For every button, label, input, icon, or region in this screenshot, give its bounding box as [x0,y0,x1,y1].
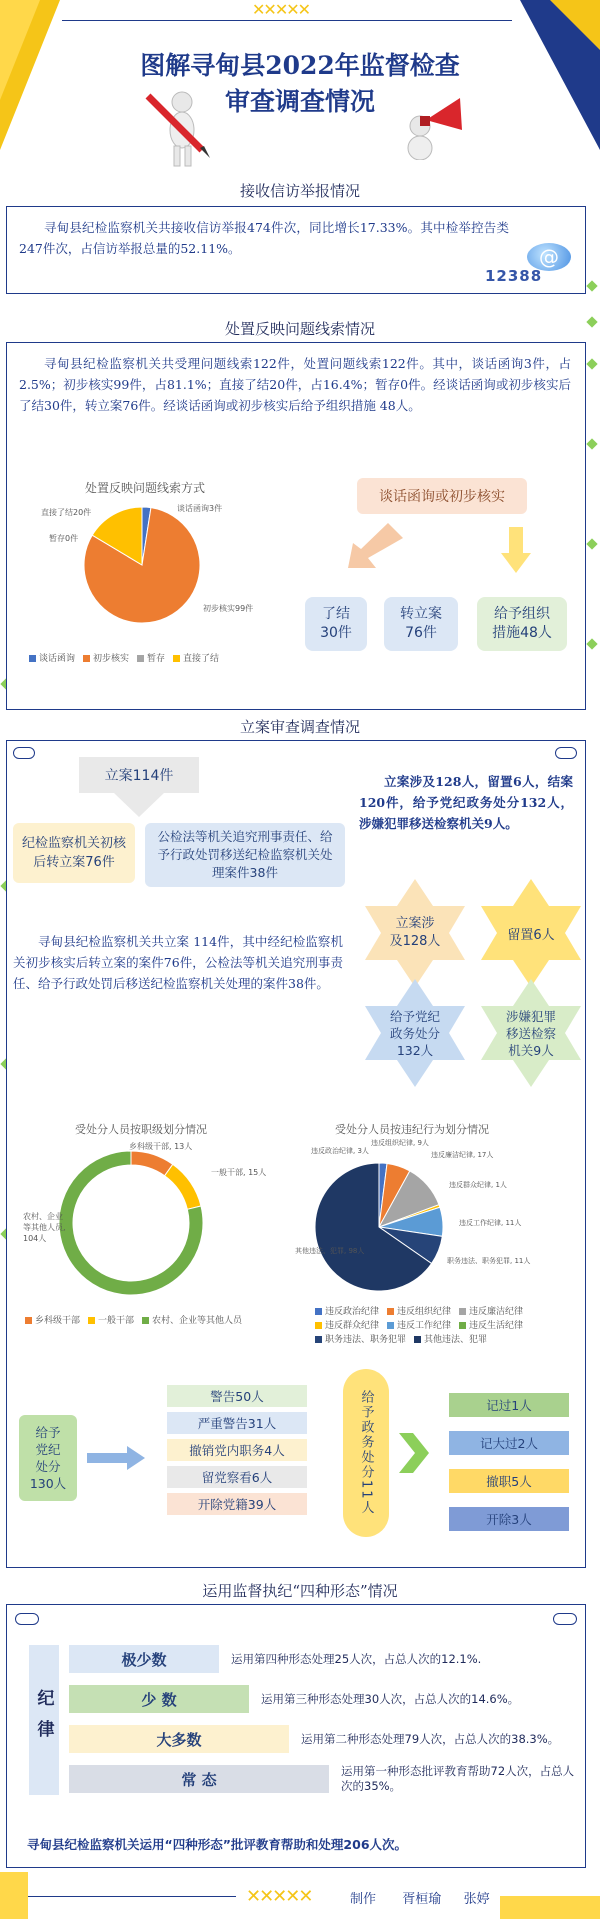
party-item: 撤销党内职务4人 [167,1439,307,1461]
section2-text: 寻甸县纪检监察机关共受理问题线索122件，处置问题线索122件。其中，谈话函询3件，占2.5%；初步核实99件，占81.1%；直接了结20件，占16.4%；暂存0件。经谈话函询或初步核实后了结30件，转立案76件。经谈话函询或初步核实后给予组织措施 48人。 [19,356,571,413]
diamond-deco [586,538,597,549]
pie-label-2: 暂存0件 [49,534,79,543]
hotline-number: 12388 [485,267,543,285]
pie2-chart [291,1135,581,1305]
section1-title: 接收信访举报情况 [239,182,360,200]
legend-label: 违反生活纪律 [469,1321,524,1331]
star-cases [361,879,469,987]
legend-swatch [315,1336,322,1343]
legend-swatch [137,655,144,662]
legend-item [307,1319,379,1333]
form-label: 少 数 [69,1685,249,1713]
pie-label-1: 一般干部, 15人 [211,1168,267,1177]
page-title-line2: 审查调查情况 [224,87,375,116]
forms-list [69,1643,579,1803]
legend-item [21,651,75,664]
form-desc: 运用第二种形态处理79人次，占总人次的38.3%。 [301,1731,560,1746]
star-prosecution-label: 涉嫌犯罪 移送检察 机关9人 [505,1008,556,1058]
star-detention [477,879,585,987]
legend-swatch [142,1317,149,1324]
pie-label-1: 违反组织纪律, 9人 [371,1139,429,1147]
pie1-title: 处置反映问题线索方式 [85,481,206,495]
legend-swatch [25,1317,32,1324]
footer-credits [350,1888,490,1907]
legend-item [379,1305,451,1319]
diamond-deco [586,638,597,649]
section4-corner-deco [553,1613,577,1625]
form-desc: 运用第四种形态处理25人次，占总人次的12.1%. [231,1651,482,1666]
legend-swatch [88,1317,95,1324]
donut-legend [17,1313,307,1326]
section3-text-right: 立案涉及128人，留置6人，结案120件，给予党纪政务处分132人，涉嫌犯罪移送检察机关9人。 [359,774,573,831]
legend-label: 违反工作纪律 [397,1321,452,1331]
section1-text: 寻甸县纪检监察机关共接收信访举报474件次，同比增长17.33%。其中检举控告类247件次，占信访举报总量的52.11%。 [19,220,509,256]
form-label: 大多数 [69,1725,289,1753]
pie-label-2: 违反廉洁纪律, 17人 [431,1151,494,1159]
footer-yellow-bar [500,1896,600,1919]
legend-item [406,1333,487,1347]
footer [0,1872,600,1919]
section4-corner-deco [15,1613,39,1625]
legend-label: 其他违法、犯罪 [424,1335,488,1345]
footer-xmark-deco: ✕✕✕✕✕ [246,1886,312,1907]
legend-item [307,1305,379,1319]
pie-label-3: 违反群众纪律, 1人 [449,1181,507,1189]
form-label: 常 态 [69,1765,329,1793]
legend-item [80,1313,134,1326]
flow-box-closed-label: 了结 30件 [320,606,352,641]
party-item: 开除党籍39人 [167,1493,307,1515]
gov-discipline-box [343,1369,389,1537]
discipline-side-label: 纪律 [33,1689,54,1751]
party-arrow-icon [87,1446,147,1470]
legend-label: 谈话函询 [39,654,76,664]
form-desc: 运用第一种形态批评教育帮助72人次，占总人次的35%。 [341,1764,575,1793]
legend-item [165,651,219,664]
donut-title: 受处分人员按职级划分情况 [75,1123,207,1136]
section1-box [6,206,586,294]
flow-arrow-down-icon [501,527,531,577]
star-prosecution [477,979,585,1087]
legend-item [379,1319,451,1333]
gov-item: 开除3人 [449,1507,569,1531]
legend-swatch [315,1322,322,1329]
pie-label-0: 违反政治纪律, 3人 [311,1147,369,1155]
pie-label-2: 农村、企业等其他人员, 104人 [23,1212,66,1243]
case-total-box: 立案114件 [79,757,199,793]
legend-label: 乡科级干部 [35,1316,81,1326]
section2-title: 处置反映问题线索情况 [224,320,375,338]
flow-box-measures [477,597,567,651]
legend-swatch [414,1336,421,1343]
pie-label-0: 乡科级干部, 13人 [129,1142,193,1151]
donut-chart [11,1135,291,1305]
star-detention-label: 留置6人 [507,927,555,943]
legend-item [75,651,129,664]
legend-swatch [387,1308,394,1315]
section2-box [6,342,586,710]
pie2-legend [307,1305,577,1347]
pie-label-0: 谈话函询3件 [177,504,223,513]
flow-top-box: 谈话函询或初步核实 [357,478,527,514]
legend-item [129,651,165,664]
footer-rule [6,1896,236,1897]
legend-swatch [459,1308,466,1315]
flow-arrow-left-icon [343,523,403,573]
email-icon: @ [527,243,571,271]
header-right-triangle [520,0,600,160]
gov-discipline-label: 给予政务处分11人 [358,1390,374,1516]
star-discipline-label: 给予党纪 政务处分 132人 [389,1008,440,1058]
footer-name-2: 张婷 [463,1892,490,1907]
pie1-chart [27,493,307,653]
legend-swatch [459,1322,466,1329]
legend-swatch [315,1308,322,1315]
flow-box-case [384,597,458,651]
case-left-box: 纪检监察机关初核后转立案76件 [13,823,135,883]
party-discipline-box [19,1415,77,1501]
gov-item: 记过1人 [449,1393,569,1417]
gov-item: 记大过2人 [449,1431,569,1455]
legend-label: 直接了结 [183,654,220,664]
legend-item [451,1305,523,1319]
pie-label-7: 其他违法、犯罪, 98人 [295,1247,365,1255]
case-total-arrow-icon [114,793,164,819]
section4-title: 运用监督执纪“四种形态”情况 [202,1582,398,1600]
party-item: 警告50人 [167,1385,307,1407]
diamond-deco [586,438,597,449]
flow-box-case-label: 转立案 76件 [400,606,442,641]
legend-label: 初步核实 [93,654,130,664]
pie-label-1: 初步核实99件 [203,604,254,613]
form-label: 极少数 [69,1645,219,1673]
legend-swatch [29,655,36,662]
pie-slice-0 [131,1151,173,1176]
pie2-title: 受处分人员按违纪行为划分情况 [335,1123,489,1136]
discipline-side-bar [29,1645,59,1795]
section3-box [6,740,586,1568]
legend-item [134,1313,242,1326]
form-row [69,1643,579,1675]
legend-label: 违反政治纪律 [325,1307,380,1317]
legend-label: 违反组织纪律 [397,1307,452,1317]
header-banner [0,0,600,160]
megaphone-figure-icon [390,80,470,160]
star-cases-label: 立案涉 及128人 [389,916,441,949]
pie-slice-1 [165,1164,201,1209]
diamond-deco [586,358,597,369]
pencil-figure-icon [140,88,220,168]
pie-label-3: 直接了结20件 [41,508,92,517]
legend-label: 违反群众纪律 [325,1321,380,1331]
header-rule [62,20,512,21]
legend-item [17,1313,80,1326]
header-left-triangle [0,0,60,160]
form-row [69,1763,579,1795]
diamond-deco [586,280,597,291]
section4-box [6,1604,586,1868]
case-right-box: 公检法等机关追究刑事责任、给予行政处罚移送纪检监察机关处理案件38件 [145,823,345,887]
party-items-list [167,1385,307,1520]
section4-summary: 寻甸县纪检监察机关运用“四种形态”批评教育帮助和处理206人次。 [27,1837,408,1852]
legend-label: 职务违法、职务犯罪 [325,1335,407,1345]
legend-swatch [387,1322,394,1329]
star-discipline [361,979,469,1087]
section3-text-left: 寻甸县纪检监察机关共立案 114件，其中经纪检监察机关初步核实后转立案的案件76件，公检法等机关追究刑事责任、给予行政处罚后移送纪检监察机关处理的案件38件。 [13,934,343,991]
gov-item: 撤职5人 [449,1469,569,1493]
legend-item [451,1319,523,1333]
party-discipline-label: 给予 党纪 处分 130人 [29,1425,67,1491]
legend-label: 农村、企业等其他人员 [152,1316,243,1326]
legend-label: 一般干部 [98,1316,135,1326]
pie1-legend [21,651,301,664]
pie-label-6: 职务违法、职务犯罪, 11人 [447,1257,531,1265]
footer-label: 制作 [350,1892,377,1907]
legend-label: 违反廉洁纪律 [469,1307,524,1317]
legend-label: 暂存 [147,654,166,664]
legend-item [307,1333,406,1347]
footer-yellow-block [0,1872,28,1919]
flow-box-measures-label: 给予组织 措施48人 [492,606,552,641]
section3-corner-deco [555,747,577,759]
form-desc: 运用第三种形态处理30人次，占总人次的14.6%。 [261,1691,520,1706]
flow-box-closed [305,597,367,651]
header-xmark-deco: ✕✕✕✕✕ [252,0,310,19]
form-row [69,1723,579,1755]
legend-swatch [83,655,90,662]
legend-swatch [173,655,180,662]
gov-chevron-icon [399,1433,429,1473]
party-item: 严重警告31人 [167,1412,307,1434]
page-title-line1: 图解寻甸县2022年监督检查 [140,51,460,80]
section3-title: 立案审查调查情况 [239,718,360,736]
section3-corner-deco [13,747,35,759]
section1-hotline-badge [485,243,581,289]
gov-items-list [449,1393,569,1545]
pie-label-4: 违反工作纪律, 11人 [459,1219,522,1227]
footer-name-1: 胥桓瑜 [402,1892,442,1907]
form-row [69,1683,579,1715]
party-item: 留党察看6人 [167,1466,307,1488]
